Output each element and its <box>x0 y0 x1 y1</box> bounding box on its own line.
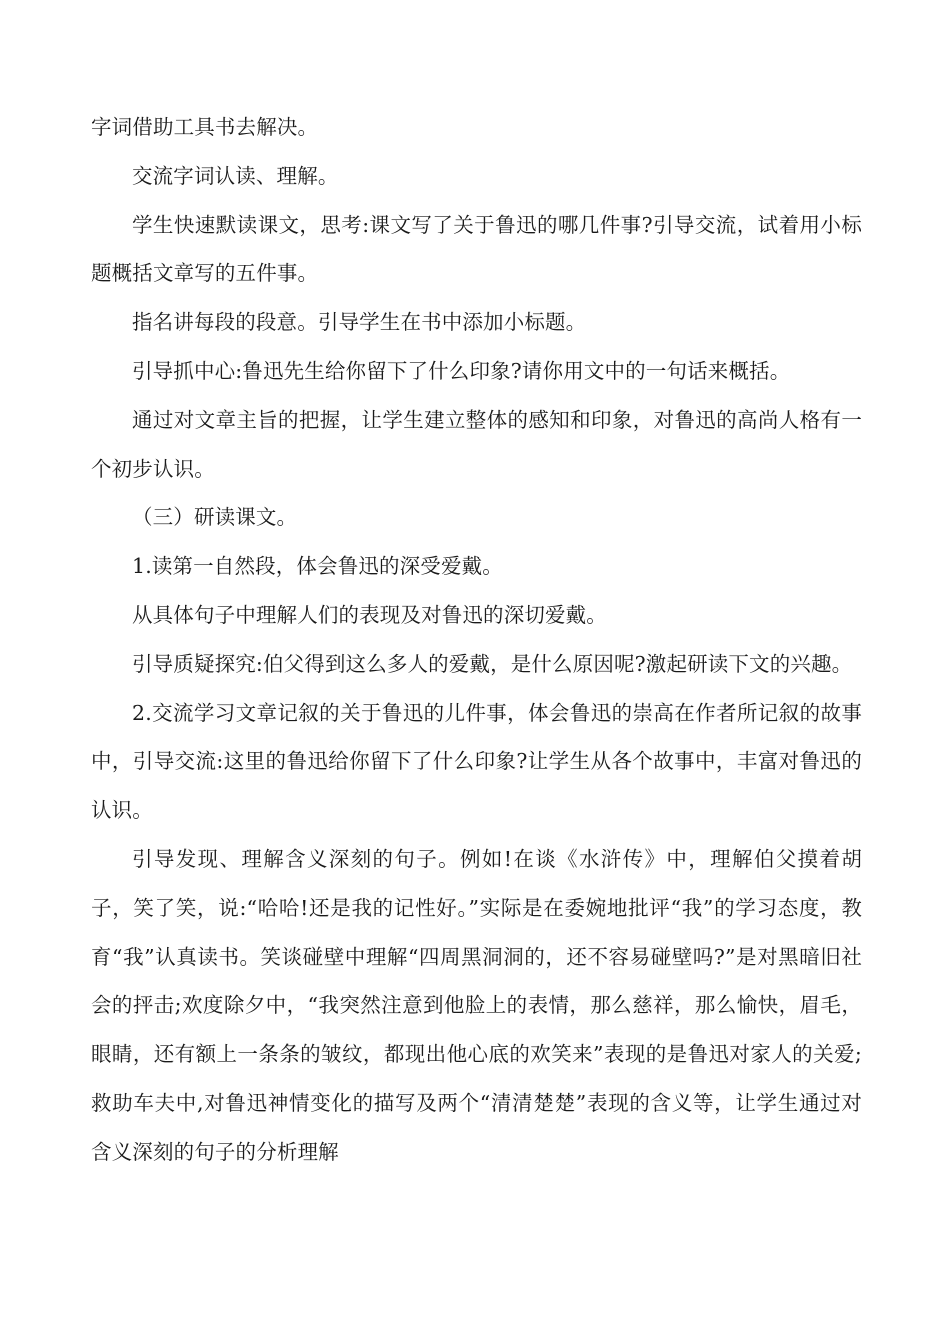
paragraph-12: 引导发现、理解含义深刻的句子。例如!在谈《水浒传》中，理解伯父摸着胡子，笑了笑，说:“哈哈!还是我的记性好。”实际是在委婉地批评“我”的学习态度，教育“我”认真读书。笑谈碰壁中理解“四周黑洞洞的，还不容易碰壁吗?”是对黑暗旧社会的抨击;欢度除夕中，“我突然注意到他脸上的表情，那么慈祥，那么愉快，眉毛，眼睛，还有额上一条条的皱纹，都现出他心底的欢笑来”表现的是鲁迅对家人的关爱;救助车夫中,对鲁迅神情变化的描写及两个“清清楚楚”表现的含义等，让学生通过对含义深刻的句子的分析理解 <box>91 846 862 1164</box>
paragraph-4: 指名讲每段的段意。引导学生在书中添加小标题。 <box>132 310 587 335</box>
paragraph-6: 通过对文章主旨的把握，让学生建立整体的感知和印象，对鲁迅的高尚人格有一个初步认识。 <box>91 407 862 481</box>
paragraph-10: 引导质疑探究:伯父得到这么多人的爱戴，是什么原因呢?激起研读下文的兴趣。 <box>132 651 853 676</box>
paragraph-2: 交流字词认读、理解。 <box>132 163 339 188</box>
paragraph-5: 引导抓中心:鲁迅先生给你留下了什么印象?请你用文中的一句话来概括。 <box>132 358 791 383</box>
paragraph-8: 1.读第一自然段，体会鲁迅的深受爱戴。 <box>132 554 503 579</box>
section-heading-3: （三）研读课文。 <box>132 505 298 530</box>
paragraph-3: 学生快速默读课文，思考:课文写了关于鲁迅的哪几件事?引导交流，试着用小标题概括文章写的五件事。 <box>91 212 862 286</box>
paragraph-11: 2.交流学习文章记叙的关于鲁迅的儿件事，体会鲁迅的崇高在作者所记叙的故事中，引导交流:这里的鲁迅给你留下了什么印象?让学生从各个故事中，丰富对鲁迅的认识。 <box>91 700 862 823</box>
paragraph-1: 字词借助工具书去解决。 <box>91 115 319 139</box>
document-body <box>91 103 862 1177</box>
paragraph-9: 从具体句子中理解人们的表现及对鲁迅的深切爱戴。 <box>132 602 607 627</box>
